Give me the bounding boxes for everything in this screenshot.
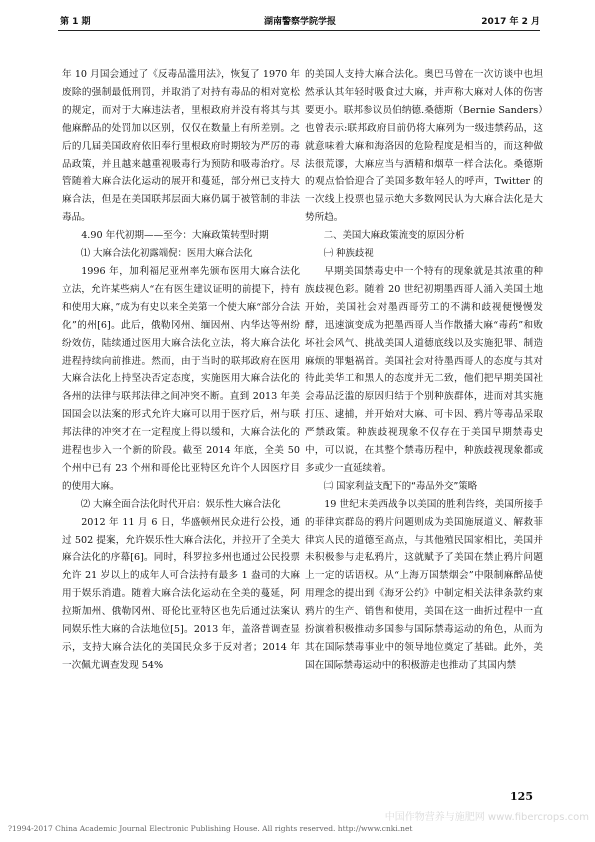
copyright-footer: ?1994-2017 China Academic Journal Electronic Publishing House. All rights reserved. http://www.cnki.net xyxy=(8,824,413,833)
running-header xyxy=(60,14,540,30)
paragraph: 19 世纪末美西战争以美国的胜利告终，美国所接手的菲律宾群岛的鸦片问题则成为美国施展道义、解救菲律宾人民的道德至高点，与其他殖民国家相比，美国并未积极参与走私鸦片，这就赋予了美国在禁止鸦片问题上一定的话语权。从“上海万国禁烟会”中限制麻醉品使用理念的提出到《海牙公约》中制定相关法律条款约束鸦片的生产、销售和使用，美国在这一曲折过程中一直扮演着积极推动多国参与国际禁毒运动的角色，从而为其在国际禁毒事业中的领导地位奠定了基础。此外，美国在国际禁毒运动中的积极游走也推动了其国内禁 xyxy=(305,498,543,671)
issue-number: 第 1 期 xyxy=(60,17,91,27)
right-column xyxy=(305,66,543,675)
paragraph: 年 10 月国会通过了《反毒品滥用法》，恢复了 1970 年废除的强制最低刑罚，并取消了对持有毒品的相对宽松的规定，而对于大麻违法者，里根政府并没有将其与其他麻醉品的处罚加以区别，仅仅在数量上有所差别。之后的几届美国政府依旧奉行里根政府时期较为严厉的毒品政策，并且越来越重视吸毒行为预防和吸毒治疗。尽管随着大麻合法化运动的展开和蔓延，部分州已支持大麻合法，但是在美国联邦层面大麻仍属于被管制的非法毒品。 xyxy=(62,69,300,224)
paragraph: 早期美国禁毒史中一个特有的现象就是其浓重的种族歧视色彩。随着 20 世纪初期墨西哥人涌入美国土地开始，美国社会对墨西哥劳工的不满和歧视便慢慢发酵，迅速演变成为把墨西哥人当作散播大麻“毒药”和败坏社会风气、挑战美国人道德底线以及实施犯罪、制造麻烦的罪魁祸首。美国社会对待墨西哥人的态度与其对待此美华工和黑人的态度并无二致，他们把早期美国社会毒品泛滥的原因归结于个别种族群体，进而对其实施打压、逮捕，并开始对大麻、可卡因、鸦片等毒品采取严禁政策。种族歧视现象不仅存在于美国早期禁毒史中，可以说，在其整个禁毒历程中，种族歧视现象都或多或少一直延续着。 xyxy=(305,265,543,474)
issue-date: 2017 年 2 月 xyxy=(481,17,540,27)
paragraph: 2012 年 11 月 6 日，华盛顿州民众进行公投，通过 502 提案，允许娱乐性大麻合法化，并拉开了全美大麻合法化的序幕[6]。同时，科罗拉多州也通过公民投票允许 21 岁以上的成年人可合法持有最多 1 盎司的大麻用于娱乐消遣。随着大麻合法化运动在全美的蔓延，阿拉斯加州、俄勒冈州、哥伦比亚特区也先后通过法案认同娱乐性大麻的合法地位[5]。2013 年，盖洛普调查显示，支持大麻合法化的美国民众多于反对者；2014 年一次佩尤调查发现 54% xyxy=(62,516,300,671)
section-heading: 二、美国大麻政策流变的原因分析 xyxy=(323,230,465,242)
paragraph: 4.90 年代初期——至今：大麻政策转型时期 xyxy=(81,230,269,242)
journal-title: 湖南警察学院学报 xyxy=(263,17,336,27)
left-column xyxy=(62,66,300,675)
paragraph: 1996 年，加利福尼亚州率先颁布医用大麻合法化立法，允许某些病人“在有医生建议证明的前提下，持有和使用大麻，”成为有史以来全美第一个使大麻“部分合法化”的州[6]。此后，俄勒冈州、缅因州、内华达等州纷纷效仿，陆续通过医用大麻合法化立法，将大麻合法化进程持续向前推进。然而，由于当时的联邦政府在医用大麻合法化上持坚决否定态度，实施医用大麻合法化的各州的法律与联邦法律之间冲突不断。直到 2013 年美国国会以法案的形式允许大麻可以用于医疗后，州与联邦法律的冲突才在一定程度上得以缓和，大麻合法化的进程也步入一个新的阶段。截至 2014 年底，全美 50 个州中已有 23 个州和哥伦比亚特区允许个人因医疗目的使用大麻。 xyxy=(62,265,300,492)
header-rule xyxy=(58,30,540,31)
section-heading: ⑵ 大麻全面合法化时代开启：娱乐性大麻合法化 xyxy=(80,498,281,510)
section-heading: ⑴ 大麻合法化初露端倪：医用大麻合法化 xyxy=(80,248,253,260)
site-watermark: 中国作物营养与施肥网 www.fibercrops.com xyxy=(384,812,589,823)
section-heading: ㈠ 种族歧视 xyxy=(323,248,374,260)
paragraph: 的美国人支持大麻合法化。奥巴马曾在一次访谈中也坦然承认其年轻时吸食过大麻，并声称大麻对人体的伤害要更小。联邦参议员伯纳德.桑德斯（Bernie Sanders）也曾表示:联邦政府目前仍将大麻列为一级违禁药品，这就意味着大麻和海洛因的危险程度是相当的，而这种做法很荒谬，大麻应当与酒精和烟草一样合法化。桑德斯的观点恰恰迎合了美国多数年轻人的呼声，Twitter 的一次线上投票也显示绝大多数网民认为大麻合法化是大势所趋。 xyxy=(305,69,543,224)
page-number: 125 xyxy=(510,790,533,803)
section-heading: ㈡ 国家利益支配下的“毒品外交”策略 xyxy=(323,480,478,492)
